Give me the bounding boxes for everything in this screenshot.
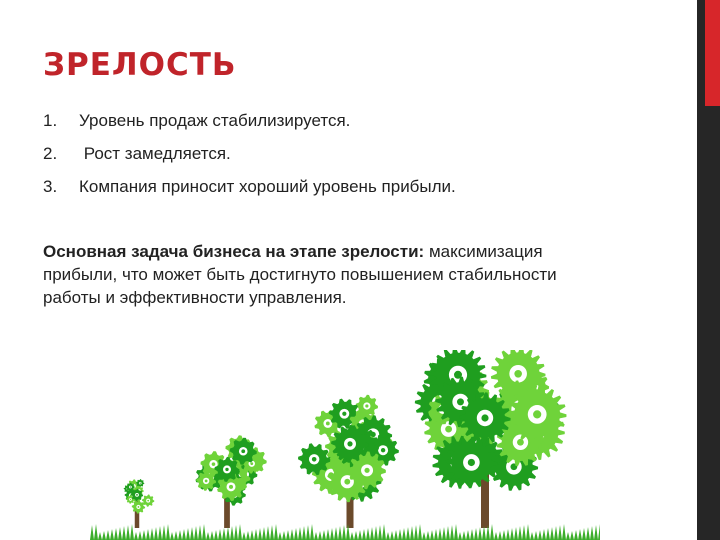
list-text: Уровень продаж стабилизируется. [79,111,351,130]
gear-tree [196,435,267,528]
accent-bar [705,0,720,106]
gear-icon [132,500,145,513]
list-item [43,137,456,170]
gear-icon [459,392,510,443]
gear-icon [136,479,144,487]
trees-group [124,350,567,528]
gear-tree [298,395,399,528]
slide-title: ЗРЕЛОСТЬ [43,47,237,83]
gear-tree [124,479,155,528]
list-number: 1. [43,111,58,130]
list-item [43,170,456,203]
gear-icon [142,495,154,507]
grass-strip [90,524,600,540]
paragraph-heading: Основная задача бизнеса на этапе зрелости: [43,242,425,261]
gear-icon [131,489,143,501]
list-item [43,104,456,137]
gear-trees-illustration [80,350,600,540]
list-text: Рост замедляется. [79,144,231,163]
list-number: 2. [43,144,58,163]
gear-icon [298,443,330,475]
summary-paragraph [43,240,563,309]
gear-icon [215,457,240,482]
gear-tree [415,350,567,528]
list-text: Компания приносит хороший уровень прибыли. [79,177,456,196]
gear-icon [446,437,498,489]
list-number: 3. [43,177,58,196]
numbered-list [43,104,456,203]
paragraph-text: максимизация прибыли, что может быть достигнуто повышением стабильности работы и эффективности управления. [43,242,557,307]
gear-icon [230,438,257,465]
